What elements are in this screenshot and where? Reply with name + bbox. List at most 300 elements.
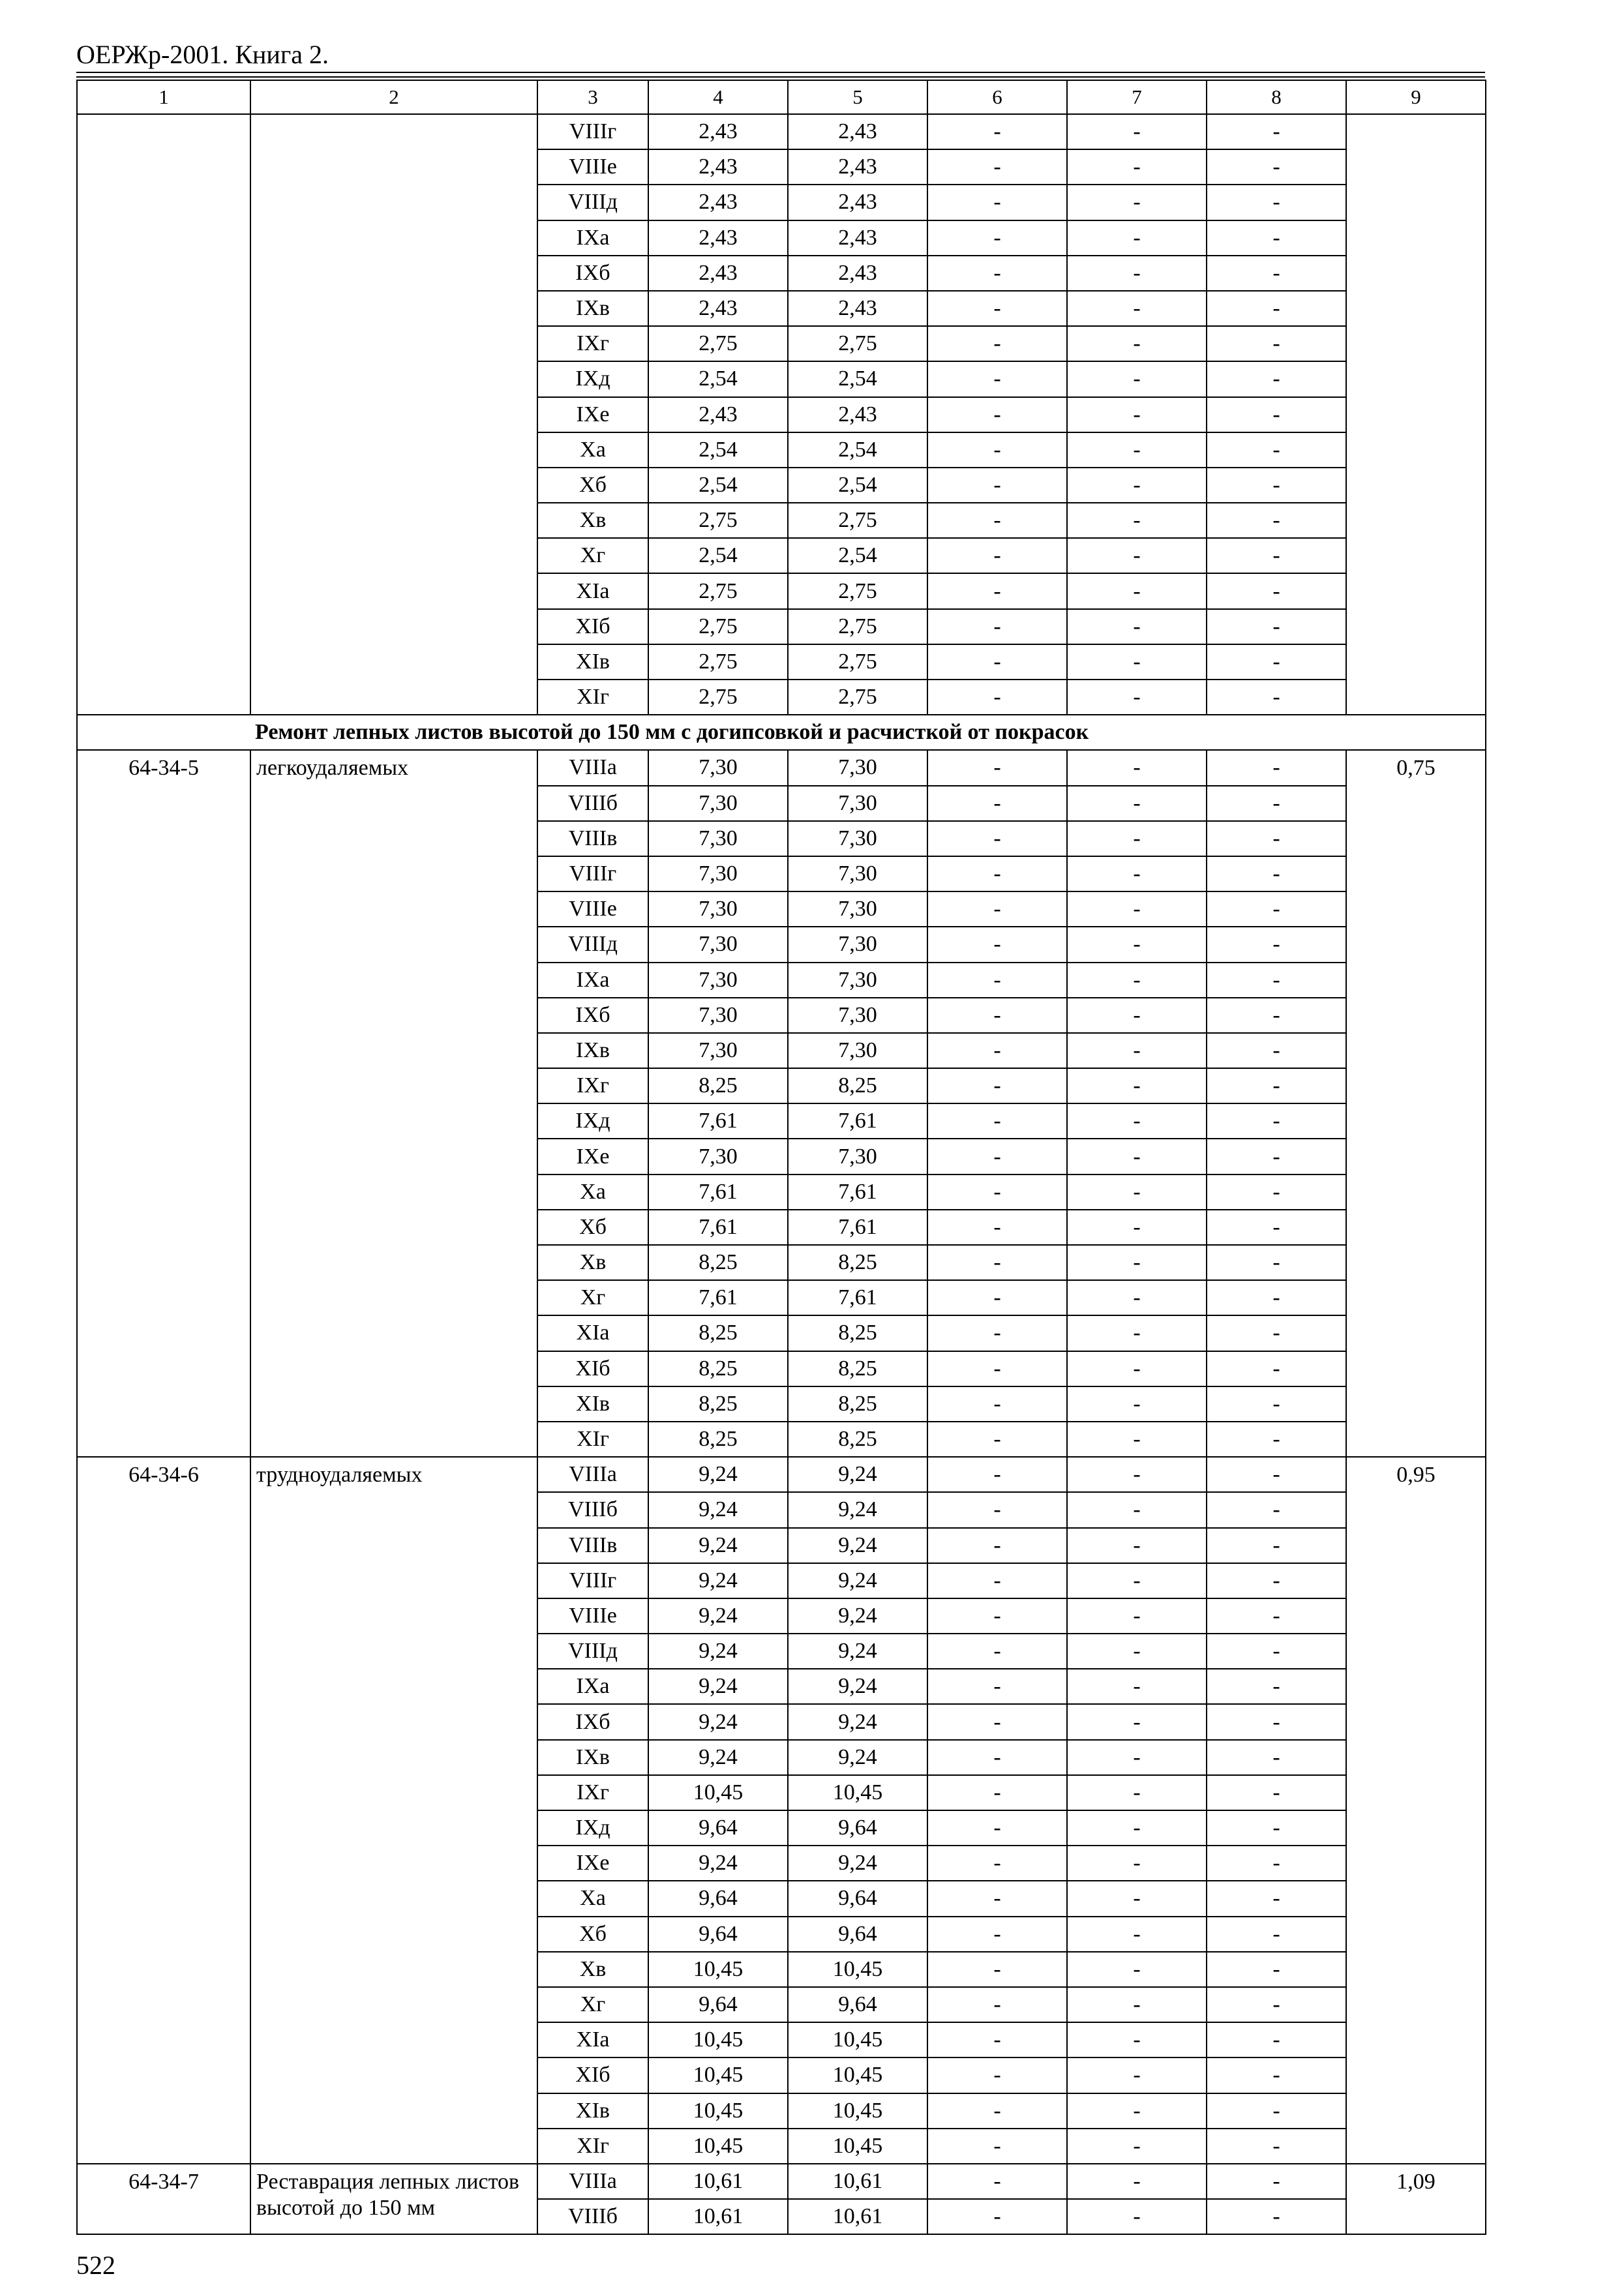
value-col7: - [1067,1775,1207,1810]
value-col8: - [1207,680,1346,715]
value-col7: - [1067,2093,1207,2129]
value-col8: - [1207,1669,1346,1704]
value-col4: 10,61 [648,2199,788,2234]
column-number: 5 [788,80,927,114]
value-col8: - [1207,1210,1346,1245]
value-col4: 2,75 [648,573,788,608]
value-col4: 8,25 [648,1068,788,1103]
value-col7: - [1067,1139,1207,1174]
value-col4: 7,61 [648,1174,788,1210]
value-col7: - [1067,750,1207,785]
value-col7: - [1067,786,1207,821]
value-col4: 8,25 [648,1315,788,1351]
value-col4: 9,24 [648,1634,788,1669]
value-col6: - [927,1210,1067,1245]
zone-class: IXе [537,397,648,432]
value-col8: - [1207,1386,1346,1422]
value-col6: - [927,291,1067,326]
value-col6: - [927,644,1067,680]
value-col6: - [927,750,1067,785]
value-col5: 9,24 [788,1528,927,1563]
value-col7: - [1067,1174,1207,1210]
value-col8: - [1207,2199,1346,2234]
running-header: ОЕРЖр-2001. Книга 2. [76,40,329,69]
value-col7: - [1067,1245,1207,1280]
value-col8: - [1207,1987,1346,2022]
value-col6: - [927,326,1067,361]
value-col6: - [927,1563,1067,1598]
value-col5: 10,45 [788,2022,927,2057]
value-col5: 10,45 [788,1952,927,1987]
value-col4: 7,30 [648,1033,788,1068]
work-name: легкоудаляемых [250,750,537,1457]
value-col5: 7,30 [788,891,927,927]
value-col4: 2,75 [648,680,788,715]
value-col7: - [1067,1881,1207,1916]
zone-class: XIв [537,2093,648,2129]
zone-class: XIб [537,609,648,644]
value-col5: 2,43 [788,397,927,432]
value-col8: - [1207,2057,1346,2093]
value-col6: - [927,1775,1067,1810]
value-col6: - [927,397,1067,432]
value-col5: 2,75 [788,680,927,715]
value-col7: - [1067,149,1207,185]
value-col5: 9,24 [788,1846,927,1881]
value-col6: - [927,963,1067,998]
header-rule [76,76,1485,78]
zone-class: IXд [537,361,648,396]
column-number: 7 [1067,80,1207,114]
value-col4: 2,54 [648,432,788,468]
value-col7: - [1067,1952,1207,1987]
section-heading-row [77,715,1486,750]
value-col8: - [1207,856,1346,891]
zone-class: XIа [537,2022,648,2057]
value-col7: - [1067,856,1207,891]
zone-class: IXа [537,1669,648,1704]
value-col8: - [1207,1917,1346,1952]
value-col4: 8,25 [648,1245,788,1280]
value-col5: 9,64 [788,1987,927,2022]
value-col8: - [1207,821,1346,856]
value-col6: - [927,256,1067,291]
value-col8: - [1207,1740,1346,1775]
value-col4: 10,45 [648,1775,788,1810]
value-col8: - [1207,1315,1346,1351]
column-number-row [77,80,1486,114]
value-col4: 7,30 [648,856,788,891]
value-col5: 9,24 [788,1457,927,1492]
value-col6: - [927,1810,1067,1846]
zone-class: IXе [537,1846,648,1881]
value-col7: - [1067,361,1207,396]
value-col4: 9,24 [648,1669,788,1704]
value-col7: - [1067,397,1207,432]
value-col4: 2,54 [648,468,788,503]
zone-class: XIб [537,2057,648,2093]
value-col4: 2,43 [648,114,788,149]
value-col8: - [1207,468,1346,503]
value-col7: - [1067,2199,1207,2234]
value-col8: - [1207,1598,1346,1634]
value-col6: - [927,2129,1067,2164]
value-col8: - [1207,114,1346,149]
value-col4: 9,64 [648,1987,788,2022]
zone-class: VIIIв [537,1528,648,1563]
rates-table [76,80,1486,2235]
value-col6: - [927,503,1067,538]
zone-class: IXе [537,1139,648,1174]
value-col5: 9,64 [788,1917,927,1952]
value-col5: 9,24 [788,1740,927,1775]
zone-class: VIIIв [537,821,648,856]
work-name: Реставрация лепных листов высотой до 150 мм [250,2164,537,2234]
value-col8: - [1207,1846,1346,1881]
value-col6: - [927,1704,1067,1739]
value-col5: 9,64 [788,1881,927,1916]
value-col6: - [927,1245,1067,1280]
value-col4: 8,25 [648,1386,788,1422]
value-col6: - [927,573,1067,608]
value-col6: - [927,1528,1067,1563]
value-col7: - [1067,2022,1207,2057]
value-col4: 2,75 [648,609,788,644]
value-col5: 9,24 [788,1492,927,1527]
value-col4: 2,54 [648,538,788,573]
value-col5: 2,43 [788,220,927,256]
value-col7: - [1067,1422,1207,1457]
value-col7: - [1067,573,1207,608]
value-col8: - [1207,2022,1346,2057]
zone-class: IXд [537,1810,648,1846]
value-col4: 9,24 [648,1846,788,1881]
rate-code: 64-34-7 [77,2164,250,2234]
table-row [77,114,1486,149]
zone-class: VIIIе [537,1598,648,1634]
value-col7: - [1067,998,1207,1033]
value-col5: 10,45 [788,1775,927,1810]
value-col4: 10,45 [648,2057,788,2093]
value-col8: - [1207,609,1346,644]
value-col4: 7,30 [648,1139,788,1174]
value-col7: - [1067,256,1207,291]
value-col4: 9,24 [648,1563,788,1598]
value-col8: - [1207,2129,1346,2164]
zone-class: XIг [537,2129,648,2164]
value-col6: - [927,185,1067,220]
zone-class: IXг [537,326,648,361]
zone-class: XIа [537,1315,648,1351]
value-col5: 7,30 [788,963,927,998]
value-col6: - [927,1174,1067,1210]
value-col4: 8,25 [648,1422,788,1457]
value-col4: 9,64 [648,1917,788,1952]
value-col7: - [1067,1917,1207,1952]
value-col4: 9,64 [648,1810,788,1846]
value-col8: - [1207,573,1346,608]
value-col5: 7,30 [788,821,927,856]
value-col4: 7,30 [648,891,788,927]
value-col8: - [1207,1033,1346,1068]
value-col5: 9,24 [788,1634,927,1669]
table-row [77,1457,1486,1492]
zone-class: Xб [537,1210,648,1245]
value-col6: - [927,2022,1067,2057]
value-col6: - [927,220,1067,256]
zone-class: VIIIе [537,891,648,927]
zone-class: Xг [537,1987,648,2022]
zone-class: XIб [537,1351,648,1386]
value-col7: - [1067,185,1207,220]
value-col8: - [1207,1775,1346,1810]
value-col5: 7,30 [788,927,927,962]
value-col5: 7,30 [788,856,927,891]
value-col7: - [1067,1704,1207,1739]
value-col6: - [927,1669,1067,1704]
value-col5: 2,54 [788,538,927,573]
value-col4: 9,24 [648,1492,788,1527]
table-row [77,2164,1486,2199]
value-col8: - [1207,538,1346,573]
value-col6: - [927,1917,1067,1952]
value-col7: - [1067,1598,1207,1634]
value-col6: - [927,468,1067,503]
column-number: 3 [537,80,648,114]
zone-class: VIIIа [537,2164,648,2199]
value-col7: - [1067,1351,1207,1386]
value-col8: - [1207,963,1346,998]
value-col5: 8,25 [788,1245,927,1280]
value-col8: - [1207,1351,1346,1386]
value-col7: - [1067,468,1207,503]
rate-code [77,114,250,715]
zone-class: IXв [537,291,648,326]
value-col8: - [1207,891,1346,927]
value-col5: 10,61 [788,2164,927,2199]
value-col7: - [1067,1669,1207,1704]
coefficient: 0,75 [1346,750,1486,1457]
column-number: 6 [927,80,1067,114]
value-col8: - [1207,1174,1346,1210]
value-col6: - [927,2199,1067,2234]
zone-class: Xа [537,1174,648,1210]
value-col6: - [927,114,1067,149]
value-col7: - [1067,2129,1207,2164]
value-col8: - [1207,2093,1346,2129]
column-number: 2 [250,80,537,114]
value-col7: - [1067,927,1207,962]
zone-class: VIIIе [537,149,648,185]
value-col6: - [927,856,1067,891]
value-col8: - [1207,786,1346,821]
value-col8: - [1207,750,1346,785]
value-col8: - [1207,185,1346,220]
value-col5: 2,43 [788,256,927,291]
value-col4: 9,24 [648,1740,788,1775]
value-col4: 7,30 [648,927,788,962]
value-col4: 7,30 [648,998,788,1033]
value-col5: 2,75 [788,326,927,361]
value-col4: 7,61 [648,1280,788,1315]
value-col4: 2,43 [648,256,788,291]
value-col4: 2,43 [648,397,788,432]
value-col8: - [1207,1139,1346,1174]
value-col8: - [1207,1704,1346,1739]
value-col6: - [927,361,1067,396]
value-col5: 7,30 [788,1033,927,1068]
value-col5: 2,75 [788,573,927,608]
value-col7: - [1067,1210,1207,1245]
coefficient: 0,95 [1346,1457,1486,2164]
value-col8: - [1207,326,1346,361]
value-col4: 7,30 [648,750,788,785]
value-col5: 2,75 [788,609,927,644]
value-col8: - [1207,361,1346,396]
work-name: трудноудаляемых [250,1457,537,2164]
zone-class: IXв [537,1033,648,1068]
value-col6: - [927,821,1067,856]
value-col6: - [927,1033,1067,1068]
value-col8: - [1207,1810,1346,1846]
zone-class: IXб [537,256,648,291]
value-col7: - [1067,503,1207,538]
value-col6: - [927,2164,1067,2199]
value-col7: - [1067,2057,1207,2093]
value-col6: - [927,1315,1067,1351]
zone-class: VIIIа [537,750,648,785]
value-col7: - [1067,1634,1207,1669]
value-col7: - [1067,1846,1207,1881]
zone-class: Xб [537,468,648,503]
value-col7: - [1067,1457,1207,1492]
value-col4: 2,75 [648,644,788,680]
value-col4: 2,75 [648,503,788,538]
zone-class: VIIIб [537,1492,648,1527]
value-col5: 7,30 [788,750,927,785]
value-col5: 8,25 [788,1068,927,1103]
page-number: 522 [76,2251,115,2280]
zone-class: Xг [537,1280,648,1315]
zone-class: IXб [537,998,648,1033]
value-col4: 10,45 [648,2129,788,2164]
zone-class: VIIIб [537,2199,648,2234]
value-col6: - [927,1351,1067,1386]
value-col7: - [1067,1492,1207,1527]
value-col8: - [1207,1563,1346,1598]
value-col8: - [1207,291,1346,326]
zone-class: XIв [537,1386,648,1422]
value-col7: - [1067,1033,1207,1068]
value-col8: - [1207,1634,1346,1669]
zone-class: Xа [537,432,648,468]
value-col6: - [927,609,1067,644]
zone-class: XIг [537,1422,648,1457]
zone-class: VIIIб [537,786,648,821]
value-col7: - [1067,644,1207,680]
section-heading: Ремонт лепных листов высотой до 150 мм с догипсовкой и расчисткой от покрасок [77,715,1486,750]
value-col6: - [927,1846,1067,1881]
value-col5: 7,30 [788,1139,927,1174]
rate-code: 64-34-5 [77,750,250,1457]
zone-class: VIIIд [537,927,648,962]
zone-class: Xв [537,1245,648,1280]
zone-class: XIв [537,644,648,680]
value-col6: - [927,786,1067,821]
value-col5: 7,30 [788,998,927,1033]
value-col6: - [927,1634,1067,1669]
zone-class: Xа [537,1881,648,1916]
value-col7: - [1067,114,1207,149]
value-col5: 7,30 [788,786,927,821]
value-col7: - [1067,891,1207,927]
zone-class: Xв [537,503,648,538]
value-col7: - [1067,1740,1207,1775]
value-col4: 8,25 [648,1351,788,1386]
value-col4: 9,24 [648,1704,788,1739]
value-col5: 8,25 [788,1422,927,1457]
value-col7: - [1067,326,1207,361]
value-col4: 2,43 [648,220,788,256]
value-col5: 2,75 [788,503,927,538]
value-col4: 7,30 [648,963,788,998]
value-col8: - [1207,220,1346,256]
value-col8: - [1207,1492,1346,1527]
value-col4: 2,75 [648,326,788,361]
value-col5: 8,25 [788,1351,927,1386]
value-col7: - [1067,1810,1207,1846]
value-col6: - [927,1386,1067,1422]
value-col6: - [927,891,1067,927]
value-col5: 9,64 [788,1810,927,1846]
value-col5: 2,54 [788,468,927,503]
value-col8: - [1207,1422,1346,1457]
value-col6: - [927,1987,1067,2022]
value-col6: - [927,1068,1067,1103]
value-col6: - [927,149,1067,185]
value-col6: - [927,1598,1067,1634]
value-col7: - [1067,1987,1207,2022]
value-col5: 10,45 [788,2093,927,2129]
value-col6: - [927,538,1067,573]
value-col5: 2,75 [788,644,927,680]
table-body [77,80,1486,2234]
value-col5: 2,54 [788,361,927,396]
value-col6: - [927,927,1067,962]
value-col8: - [1207,1068,1346,1103]
value-col8: - [1207,1952,1346,1987]
zone-class: VIIIг [537,856,648,891]
zone-class: IXа [537,963,648,998]
value-col7: - [1067,821,1207,856]
value-col6: - [927,2057,1067,2093]
value-col7: - [1067,1068,1207,1103]
value-col8: - [1207,2164,1346,2199]
zone-class: VIIIд [537,185,648,220]
value-col5: 10,61 [788,2199,927,2234]
value-col5: 10,45 [788,2129,927,2164]
value-col4: 9,24 [648,1528,788,1563]
value-col4: 9,64 [648,1881,788,1916]
value-col4: 2,54 [648,361,788,396]
value-col4: 7,61 [648,1210,788,1245]
value-col7: - [1067,1563,1207,1598]
zone-class: IXб [537,1704,648,1739]
zone-class: Xб [537,1917,648,1952]
column-number: 4 [648,80,788,114]
value-col5: 2,54 [788,432,927,468]
value-col5: 2,43 [788,291,927,326]
